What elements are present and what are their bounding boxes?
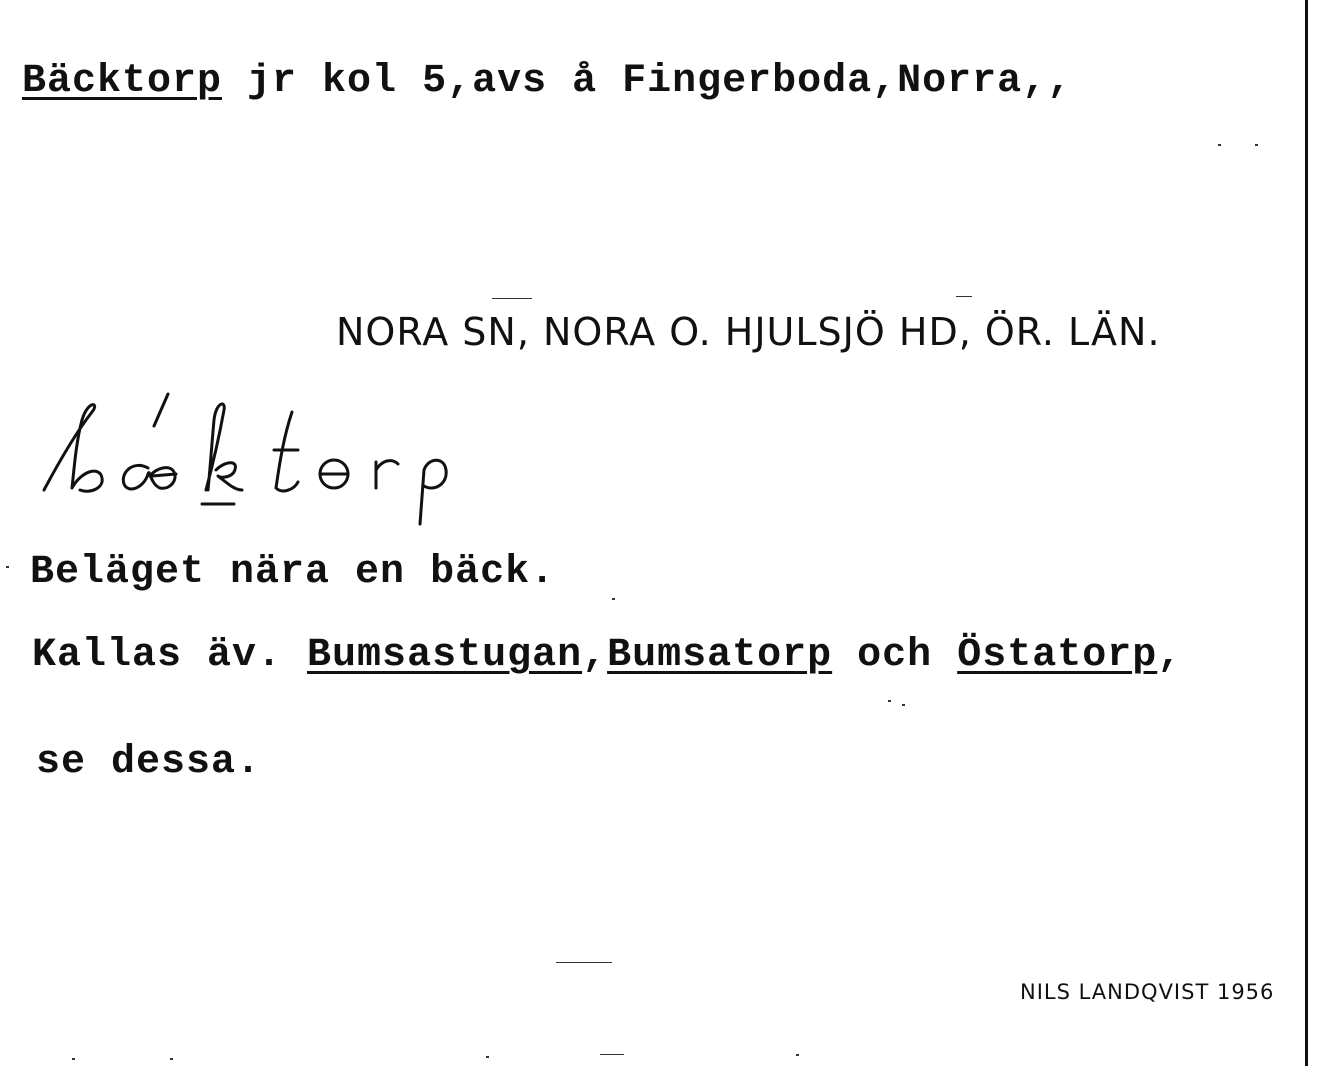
meaning-line: Beläget nära en bäck. [30,550,556,595]
scan-speck [956,296,972,297]
parish-stamp: NORA SN, NORA O. HJULSJÖ HD, ÖR. LÄN. [336,310,1161,354]
separator: , [582,633,608,678]
scan-speck [556,962,612,963]
scan-speck [486,1056,489,1058]
scan-speck [72,1058,75,1060]
separator: , [1157,633,1183,678]
scan-speck [612,598,615,600]
header-details: jr kol 5,avs å Fingerboda,Norra,, [222,59,1073,104]
scan-speck [1255,144,1258,146]
scan-speck [1218,144,1221,146]
scan-speck [170,1058,173,1060]
card-edge [1305,0,1308,1066]
header-line [22,59,1073,104]
signature-stamp: NILS LANDQVIST 1956 [1020,980,1275,1004]
separator: och [832,633,958,678]
scan-speck [796,1054,799,1056]
headword: Bäcktorp [22,59,223,104]
alt-name-bumsatorp: Bumsatorp [607,633,833,678]
alt-name-bumsastugan: Bumsastugan [307,633,583,678]
scan-speck [888,700,891,702]
scan-speck [492,298,532,299]
aka-prefix: Kallas äv. [32,633,308,678]
scan-speck [6,566,9,568]
see-also-line: se dessa. [36,740,262,785]
phonetic-transcription [30,390,470,530]
scan-speck [902,704,905,706]
alternate-names-line [32,633,1183,678]
scan-speck [600,1054,624,1055]
alt-name-ostatorp: Östatorp [957,633,1158,678]
